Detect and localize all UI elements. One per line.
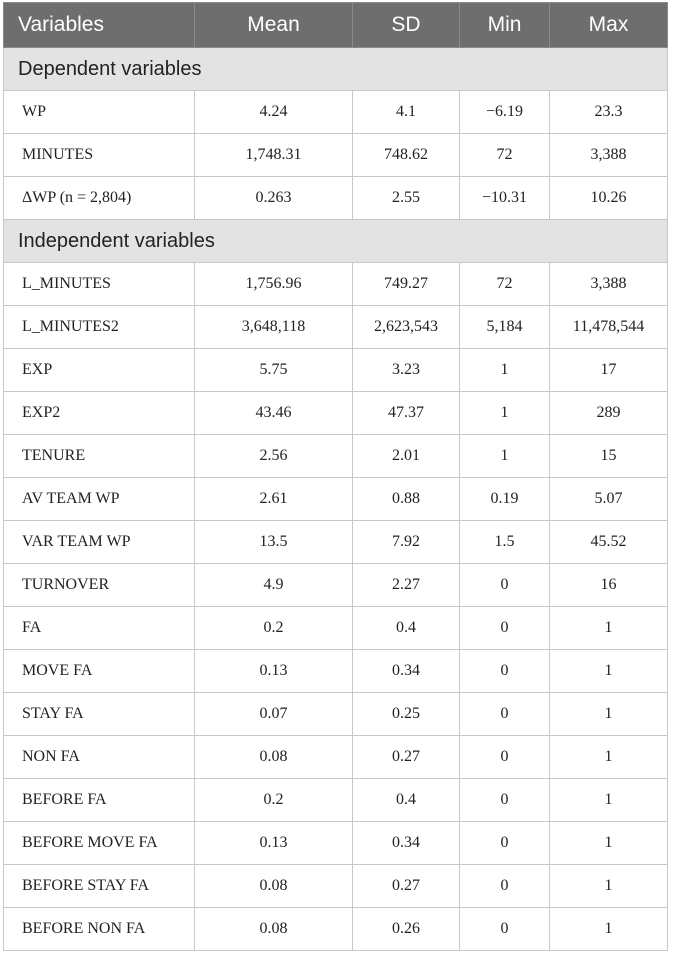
min-cell: 72: [460, 134, 550, 177]
mean-cell: 0.08: [195, 865, 353, 908]
mean-cell: 0.08: [195, 908, 353, 951]
mean-cell: 0.08: [195, 736, 353, 779]
sd-cell: 0.26: [353, 908, 460, 951]
section-header-row: [4, 48, 668, 91]
header-row: [4, 3, 668, 48]
min-cell: 0: [460, 779, 550, 822]
min-cell: 0: [460, 822, 550, 865]
variable-cell: BEFORE MOVE FA: [4, 822, 195, 865]
variable-cell: NON FA: [4, 736, 195, 779]
mean-cell: 1,748.31: [195, 134, 353, 177]
variable-cell: EXP2: [4, 392, 195, 435]
table-row: [4, 693, 668, 736]
mean-cell: 3,648,118: [195, 306, 353, 349]
section-title: Dependent variables: [4, 48, 668, 91]
sd-cell: 0.4: [353, 607, 460, 650]
max-cell: 1: [550, 865, 668, 908]
max-cell: 3,388: [550, 134, 668, 177]
max-cell: 1: [550, 607, 668, 650]
variable-cell: L_MINUTES2: [4, 306, 195, 349]
table-row: [4, 736, 668, 779]
max-cell: 17: [550, 349, 668, 392]
min-cell: 1: [460, 392, 550, 435]
min-cell: 0: [460, 650, 550, 693]
min-cell: 5,184: [460, 306, 550, 349]
table-row: [4, 177, 668, 220]
min-cell: 0: [460, 564, 550, 607]
header-sd: SD: [353, 3, 460, 48]
max-cell: 289: [550, 392, 668, 435]
mean-cell: 0.13: [195, 650, 353, 693]
table-row: [4, 822, 668, 865]
header-variables: Variables: [4, 3, 195, 48]
min-cell: 0: [460, 908, 550, 951]
mean-cell: 43.46: [195, 392, 353, 435]
sd-cell: 0.34: [353, 650, 460, 693]
variable-cell: TENURE: [4, 435, 195, 478]
mean-cell: 0.13: [195, 822, 353, 865]
sd-cell: 0.25: [353, 693, 460, 736]
variable-cell: EXP: [4, 349, 195, 392]
max-cell: 1: [550, 650, 668, 693]
mean-cell: 0.2: [195, 779, 353, 822]
max-cell: 16: [550, 564, 668, 607]
mean-cell: 5.75: [195, 349, 353, 392]
sd-cell: 2.55: [353, 177, 460, 220]
table-body: [4, 48, 668, 951]
sd-cell: 748.62: [353, 134, 460, 177]
max-cell: 10.26: [550, 177, 668, 220]
table-row: [4, 478, 668, 521]
table-row: [4, 134, 668, 177]
sd-cell: 0.27: [353, 736, 460, 779]
table-row: [4, 607, 668, 650]
mean-cell: 2.56: [195, 435, 353, 478]
header-min: Min: [460, 3, 550, 48]
variable-cell: BEFORE STAY FA: [4, 865, 195, 908]
max-cell: 1: [550, 908, 668, 951]
mean-cell: 4.9: [195, 564, 353, 607]
sd-cell: 749.27: [353, 263, 460, 306]
table-row: [4, 779, 668, 822]
variable-cell: TURNOVER: [4, 564, 195, 607]
header-mean: Mean: [195, 3, 353, 48]
min-cell: 1: [460, 435, 550, 478]
min-cell: 0: [460, 865, 550, 908]
variable-cell: BEFORE FA: [4, 779, 195, 822]
mean-cell: 13.5: [195, 521, 353, 564]
min-cell: 72: [460, 263, 550, 306]
variable-cell: BEFORE NON FA: [4, 908, 195, 951]
sd-cell: 7.92: [353, 521, 460, 564]
sd-cell: 4.1: [353, 91, 460, 134]
min-cell: 0: [460, 736, 550, 779]
section-title: Independent variables: [4, 220, 668, 263]
max-cell: 1: [550, 822, 668, 865]
variable-cell: MOVE FA: [4, 650, 195, 693]
variable-cell: FA: [4, 607, 195, 650]
variable-cell: MINUTES: [4, 134, 195, 177]
max-cell: 15: [550, 435, 668, 478]
min-cell: 0: [460, 693, 550, 736]
min-cell: −6.19: [460, 91, 550, 134]
variable-cell: WP: [4, 91, 195, 134]
section-header-row: [4, 220, 668, 263]
max-cell: 1: [550, 779, 668, 822]
min-cell: 0: [460, 607, 550, 650]
table-row: [4, 521, 668, 564]
max-cell: 3,388: [550, 263, 668, 306]
min-cell: −10.31: [460, 177, 550, 220]
mean-cell: 0.2: [195, 607, 353, 650]
max-cell: 45.52: [550, 521, 668, 564]
variable-cell: AV TEAM WP: [4, 478, 195, 521]
table-row: [4, 349, 668, 392]
variable-cell: L_MINUTES: [4, 263, 195, 306]
table-row: [4, 91, 668, 134]
table-row: [4, 306, 668, 349]
min-cell: 0.19: [460, 478, 550, 521]
variable-cell: ΔWP (n = 2,804): [4, 177, 195, 220]
table-row: [4, 435, 668, 478]
max-cell: 23.3: [550, 91, 668, 134]
min-cell: 1: [460, 349, 550, 392]
descriptive-statistics-table: [3, 2, 668, 951]
table-row: [4, 650, 668, 693]
sd-cell: 2.27: [353, 564, 460, 607]
header-max: Max: [550, 3, 668, 48]
variable-cell: STAY FA: [4, 693, 195, 736]
min-cell: 1.5: [460, 521, 550, 564]
sd-cell: 0.88: [353, 478, 460, 521]
mean-cell: 2.61: [195, 478, 353, 521]
variable-cell: VAR TEAM WP: [4, 521, 195, 564]
sd-cell: 2.01: [353, 435, 460, 478]
max-cell: 11,478,544: [550, 306, 668, 349]
max-cell: 1: [550, 736, 668, 779]
sd-cell: 47.37: [353, 392, 460, 435]
sd-cell: 0.4: [353, 779, 460, 822]
max-cell: 5.07: [550, 478, 668, 521]
table-row: [4, 263, 668, 306]
sd-cell: 2,623,543: [353, 306, 460, 349]
max-cell: 1: [550, 693, 668, 736]
table-row: [4, 392, 668, 435]
table-row: [4, 564, 668, 607]
mean-cell: 1,756.96: [195, 263, 353, 306]
sd-cell: 0.27: [353, 865, 460, 908]
table-row: [4, 865, 668, 908]
mean-cell: 0.263: [195, 177, 353, 220]
mean-cell: 4.24: [195, 91, 353, 134]
mean-cell: 0.07: [195, 693, 353, 736]
table-row: [4, 908, 668, 951]
sd-cell: 3.23: [353, 349, 460, 392]
sd-cell: 0.34: [353, 822, 460, 865]
